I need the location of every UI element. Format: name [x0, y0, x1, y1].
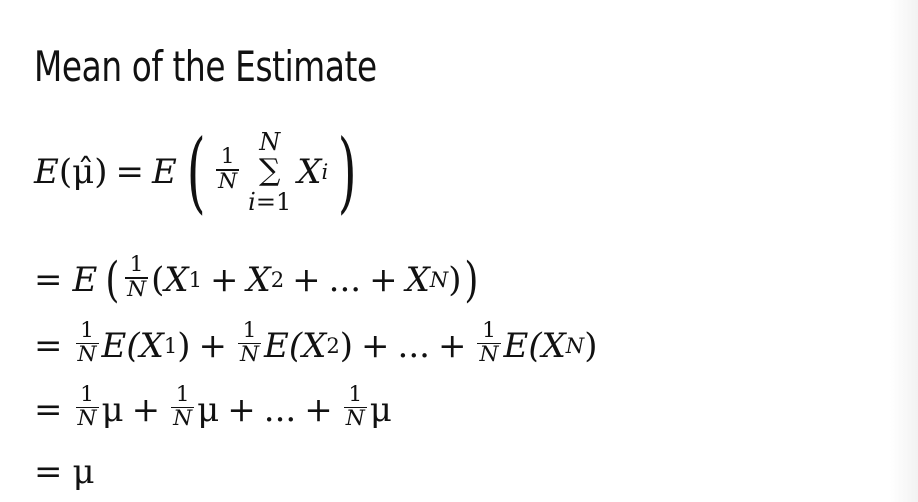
fraction-one-over-n: [238, 320, 261, 367]
equals-sign: =: [34, 325, 63, 366]
slide-title: Mean of the Estimate: [34, 42, 377, 91]
plus-sign: +: [198, 325, 228, 366]
fraction-denominator: N: [479, 342, 499, 368]
big-open-paren: (: [186, 120, 206, 223]
summation-symbol: ∑: [259, 153, 281, 188]
big-close-paren: ): [337, 120, 357, 223]
summation-upper-limit: N: [259, 128, 281, 156]
equation-line-1: [34, 120, 365, 223]
expectation-xn: E(X: [503, 325, 566, 366]
subscript-1: 1: [163, 332, 178, 358]
equals-sign: =: [34, 260, 63, 300]
ellipsis: ...: [263, 389, 297, 430]
fraction-numerator: 1: [80, 382, 94, 407]
fraction-numerator: 1: [220, 144, 235, 170]
summation-lower-limit: [248, 190, 291, 214]
equation-line-2: [34, 252, 480, 308]
variable-x: X: [297, 152, 322, 192]
fraction-numerator: 1: [80, 318, 94, 343]
fraction-one-over-n: [76, 320, 99, 367]
mu-hat: μ̂: [72, 152, 95, 192]
plus-sign: +: [369, 260, 398, 300]
close-paren: ): [94, 152, 108, 192]
plus-sign: +: [437, 325, 467, 366]
equals-sign: =: [34, 452, 63, 492]
close-paren: ): [463, 252, 478, 308]
variable-xn: X: [405, 260, 430, 300]
fraction-denominator: N: [345, 406, 365, 432]
fraction-denominator: N: [218, 168, 238, 194]
plus-sign: +: [131, 389, 161, 430]
open-paren: (: [58, 152, 73, 192]
summation-start: =1: [255, 188, 292, 216]
close-paren: ): [339, 325, 354, 366]
expectation-symbol: E: [34, 152, 59, 192]
expectation-symbol: E: [151, 152, 177, 192]
fraction-numerator: 1: [348, 382, 363, 407]
variable-x2: X: [246, 260, 271, 300]
subscript-n: N: [429, 267, 449, 292]
fraction-denominator: N: [127, 276, 147, 302]
fraction-one-over-n: [216, 146, 239, 193]
mu-symbol: μ: [72, 452, 95, 492]
fraction-numerator: 1: [129, 252, 144, 278]
plus-sign: +: [361, 325, 390, 366]
fraction-denominator: N: [240, 342, 260, 368]
slide-edge-shadow: [890, 0, 918, 502]
ellipsis: ...: [328, 260, 362, 300]
fraction-denominator: N: [77, 406, 97, 432]
fraction-one-over-n: [477, 320, 500, 367]
variable-x1: X: [164, 260, 189, 300]
ellipsis: ...: [397, 325, 430, 366]
subscript-i: i: [321, 159, 329, 184]
open-paren: (: [105, 252, 120, 308]
subscript-1: 1: [188, 267, 202, 292]
close-paren: ): [584, 325, 598, 366]
fraction-numerator: 1: [175, 382, 190, 407]
close-paren: ): [448, 260, 462, 300]
fraction-denominator: N: [173, 406, 193, 432]
expectation-x1: E(X: [101, 325, 164, 366]
expectation-symbol: E: [72, 260, 98, 300]
open-paren: (: [151, 260, 165, 300]
subscript-2: 2: [270, 267, 285, 292]
subscript-2: 2: [326, 332, 340, 358]
fraction-one-over-n: [344, 384, 367, 431]
plus-sign: +: [292, 260, 321, 300]
fraction-one-over-n: [125, 254, 148, 301]
equation-line-4: [34, 382, 392, 433]
plus-sign: +: [210, 260, 239, 300]
fraction-one-over-n: [171, 384, 194, 431]
mu-symbol: μ: [197, 389, 220, 430]
fraction-numerator: 1: [482, 318, 496, 343]
equation-line-5: [34, 452, 95, 492]
summation-index: i: [248, 188, 256, 216]
subscript-n: N: [565, 332, 585, 358]
fraction-denominator: N: [77, 342, 97, 368]
plus-sign: +: [304, 389, 333, 430]
expectation-x2: E(X: [264, 325, 327, 366]
mu-symbol: μ: [101, 389, 124, 430]
fraction-one-over-n: [76, 384, 99, 431]
plus-sign: +: [227, 389, 256, 430]
summation: [248, 130, 291, 214]
fraction-numerator: 1: [242, 318, 257, 343]
close-paren: ): [177, 325, 191, 366]
equals-sign: =: [34, 389, 63, 430]
mu-symbol: μ: [369, 389, 392, 430]
equals-sign: =: [115, 152, 144, 192]
equation-line-3: [34, 318, 598, 369]
